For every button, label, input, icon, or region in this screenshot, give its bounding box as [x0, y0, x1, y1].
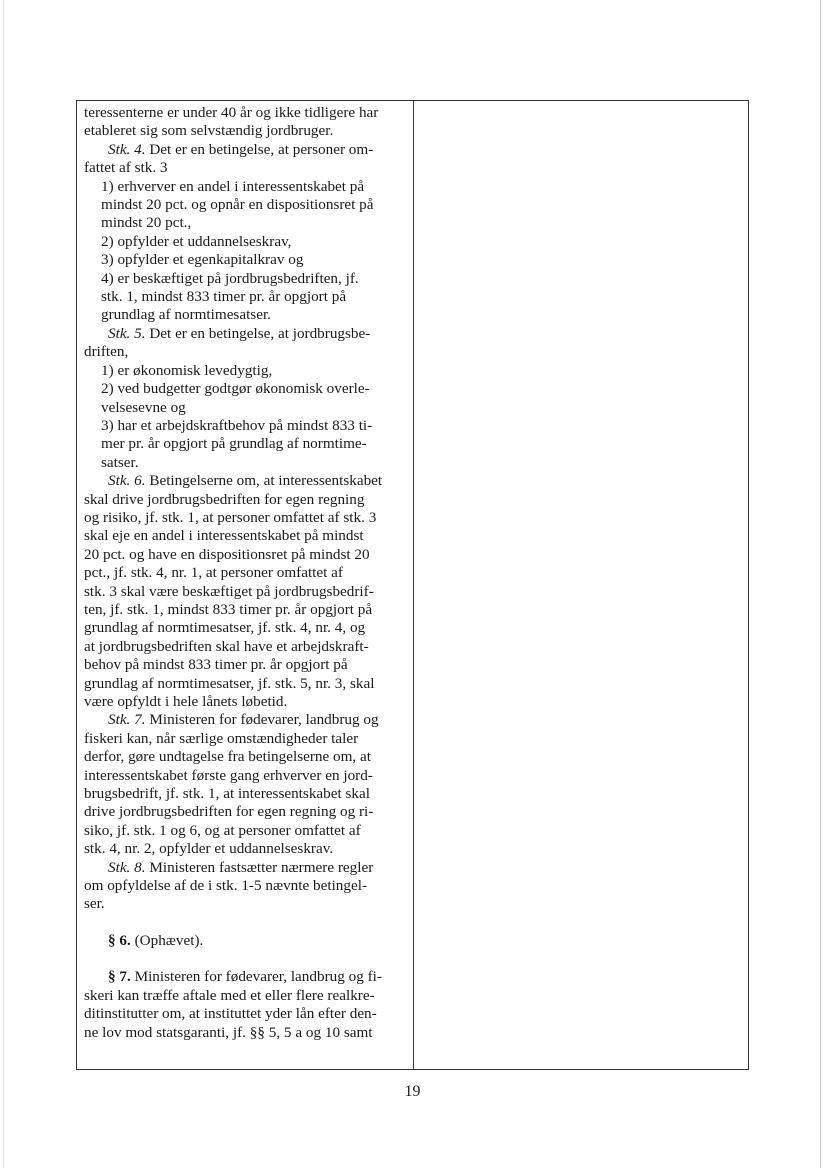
list-item: 3) har et arbejdskraftbehov på mindst 833 ti-: [101, 416, 373, 434]
list-item: 2) opfylder et uddannelseskrav,: [101, 232, 292, 250]
paragraph-gap: [84, 950, 408, 968]
scan-edge-left: [3, 0, 4, 1168]
text-line: teressenterne er under 40 år og ikke tidligere har: [84, 104, 379, 121]
left-column-text: [84, 104, 408, 1042]
text-line: siko, jf. stk. 1 og 6, og at personer omfattet af: [84, 821, 361, 839]
text-line: Stk. 4. Det er en betingelse, at personer om-: [108, 140, 374, 158]
text-line: ser.: [84, 895, 105, 913]
list-item: satser.: [101, 453, 139, 471]
stk-label: Stk. 4.: [108, 140, 146, 158]
text-line: brugsbedrift, jf. stk. 1, at interessentskabet skal: [84, 785, 370, 803]
section-number: § 7.: [108, 968, 131, 986]
list-item: mer pr. år opgjort på grundlag af normtime-: [101, 435, 367, 453]
text-line: skal drive jordbrugsbedriften for egen regning: [84, 490, 365, 508]
list-item: 3) opfylder et egenkapitalkrav og: [101, 251, 304, 269]
text-line: Stk. 5. Det er en betingelse, at jordbrugsbe-: [108, 324, 371, 342]
stk-label: Stk. 8.: [108, 858, 146, 876]
list-item: mindst 20 pct. og opnår en dispositionsret på: [101, 196, 374, 214]
stk-label: Stk. 7.: [108, 711, 146, 729]
text-line: fattet af stk. 3: [84, 159, 168, 177]
text-line: 20 pct. og have en dispositionsret på mindst 20: [84, 545, 370, 563]
column-divider: [413, 101, 414, 1069]
text-line: stk. 4, nr. 2, opfylder et uddannelseskrav.: [84, 840, 334, 858]
list-item: 1) erhverver en andel i interessentskabet på: [101, 177, 365, 195]
text-line: og risiko, jf. stk. 1, at personer omfattet af stk. 3: [84, 508, 377, 526]
section-number: § 6.: [108, 931, 131, 949]
text-line: ditinstitutter om, at instituttet yder lån efter den-: [84, 1005, 377, 1023]
text-line: om opfyldelse af de i stk. 1-5 nævnte betingel-: [84, 877, 368, 895]
stk-label: Stk. 6.: [108, 472, 146, 490]
text-line: driften,: [84, 343, 129, 361]
list-item: mindst 20 pct.,: [101, 214, 192, 232]
text-line: skeri kan træffe aftale med et eller flere realkre-: [84, 986, 375, 1004]
page-number: 19: [404, 1083, 421, 1100]
text-line: interessentskabet første gang erhverver en jord-: [84, 766, 373, 784]
text-line: derfor, gøre undtagelse fra betingelserne om, at: [84, 748, 371, 766]
text-line: Stk. 6. Betingelserne om, at interessentskabet: [108, 472, 383, 490]
text-line: skal eje en andel i interessentskabet på mindst: [84, 527, 364, 545]
text-line: pct., jf. stk. 4, nr. 1, at personer omfattet af: [84, 564, 343, 582]
section-heading: § 7. Ministeren for fødevarer, landbrug og fi-: [108, 968, 382, 986]
text-line: grundlag af normtimesatser, jf. stk. 4, nr. 4, og: [84, 619, 366, 637]
list-item: stk. 1, mindst 833 timer pr. år opgjort på: [101, 288, 347, 306]
text-line: drive jordbrugsbedriften for egen regning og ri-: [84, 803, 374, 821]
text-line: etableret sig som selvstændig jordbruger.: [84, 122, 334, 140]
text-line: være opfyldt i hele lånets løbetid.: [84, 693, 288, 710]
text-line: Stk. 8. Ministeren fastsætter nærmere regler: [108, 858, 374, 876]
text-line: Stk. 7. Ministeren for fødevarer, landbrug og: [108, 711, 379, 729]
document-table: [76, 100, 749, 1070]
text-line: behov på mindst 833 timer pr. år opgjort på: [84, 656, 348, 674]
stk-label: Stk. 5.: [108, 324, 146, 342]
list-item: 2) ved budgetter godtgør økonomisk overle-: [101, 380, 370, 398]
list-item: velsesevne og: [101, 398, 186, 416]
list-item: grundlag af normtimesatser.: [101, 306, 271, 324]
scan-edge-right: [820, 0, 821, 1168]
text-line: stk. 3 skal være beskæftiget på jordbrugsbedrif-: [84, 582, 374, 600]
list-item: 4) er beskæftiget på jordbrugsbedriften, jf.: [101, 269, 359, 287]
paragraph-gap: [84, 914, 408, 932]
text-line: fiskeri kan, når særlige omstændigheder taler: [84, 729, 359, 747]
list-item: 1) er økonomisk levedygtig,: [101, 361, 273, 379]
text-line: ne lov mod statsgaranti, jf. §§ 5, 5 a og 10 samt: [84, 1023, 373, 1041]
text-line: grundlag af normtimesatser, jf. stk. 5, nr. 3, skal: [84, 674, 375, 692]
text-line: at jordbrugsbedriften skal have et arbejdskraft-: [84, 637, 369, 655]
section-heading: § 6. (Ophævet).: [108, 931, 204, 949]
text-line: ten, jf. stk. 1, mindst 833 timer pr. år opgjort på: [84, 600, 373, 618]
